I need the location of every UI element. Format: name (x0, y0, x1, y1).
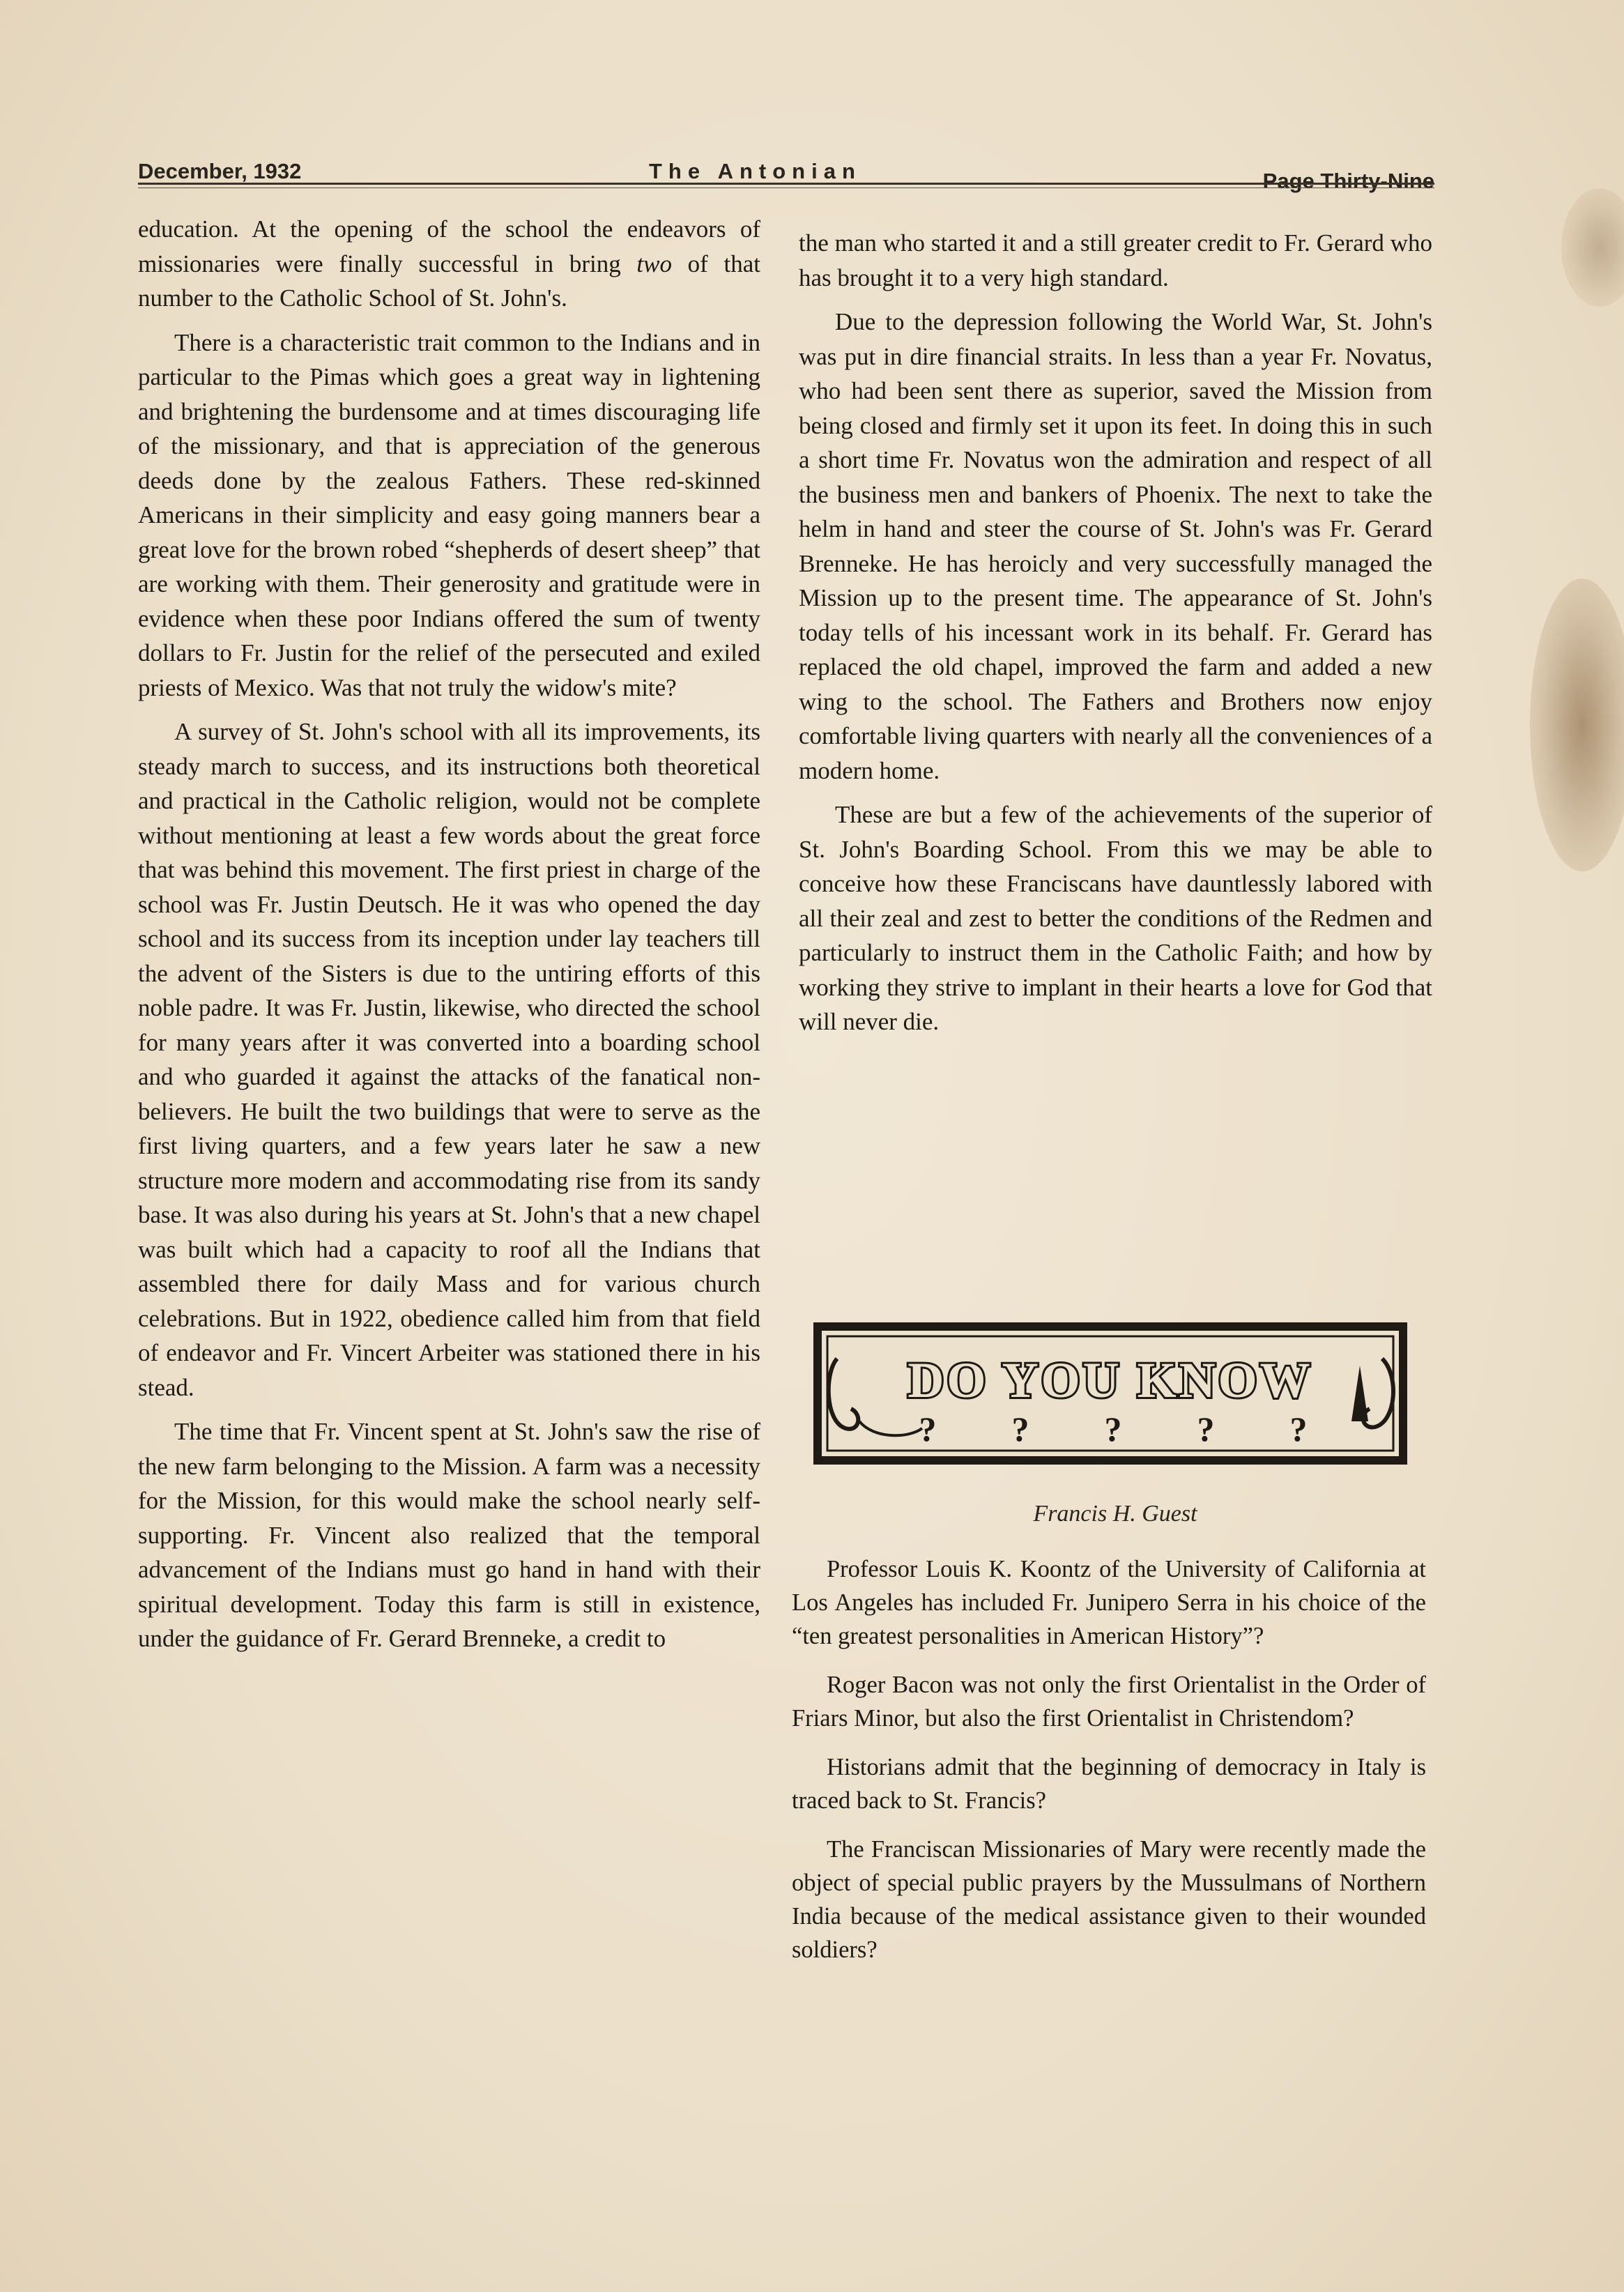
fact-item: Historians admit that the beginning of democracy in Italy is traced back to St. Francis? (792, 1754, 1426, 1814)
header-rule (138, 183, 1434, 185)
paragraph-text: of that number to the Catholic School of St. John's. (138, 250, 761, 312)
water-stain (1530, 579, 1624, 871)
issue-date: December, 1932 (138, 159, 302, 183)
do-you-know-column (792, 1552, 1426, 1982)
paragraph: A survey of St. John's school with all its improvements, its steady march to success, and its instructions both theoretical and practical in the Catholic religion, would not be complete without mentioning at least a few words about the great force that was behind this movement. The first priest in charge of the school was Fr. Justin Deutsch. He it was who opened the day school and its success from its inception under lay teachers till the advent of the Sisters is due to the untiring efforts of this noble padre. It was Fr. Justin, likewise, who directed the school for many years after it was converted into a boarding school and who guarded it against the attacks of the fanatical non-believers. He built the two buildings that were to serve as the first living quarters, and a few years later he saw a new structure more modern and accommodating rise from its sandy base. It was also during his years at St. John's that a new chapel was built which had a capacity to roof all the Indians that assembled there for daily Mass and for various church celebrations. But in 1922, obedience called him from that field of endeavor and Fr. Vincert Arbeiter was stationed there in his stead. (138, 718, 760, 1401)
paragraph: the man who started it and a still greater credit to Fr. Gerard who has brought it to a very high standard. (799, 229, 1432, 291)
question-mark: ? (919, 1409, 937, 1449)
running-header (138, 155, 1434, 192)
publication-title: The Antonian (649, 159, 861, 183)
fact-item: Roger Bacon was not only the first Orientalist in the Order of Friars Minor, but also the first Orientalist in Christendom? (792, 1672, 1426, 1732)
fact-item: Professor Louis K. Koontz of the University of California at Los Angeles has included Fr. Junipero Serra in his choice of the “ten greatest personalities in American History”? (792, 1556, 1426, 1649)
emphasis-text: two (636, 250, 672, 277)
left-column (138, 212, 760, 1666)
banner-title: DO YOU KNOW (907, 1352, 1313, 1408)
right-column (799, 226, 1432, 1049)
paragraph: The time that Fr. Vincent spent at St. John's saw the rise of the new farm belonging to the Mission. A farm was a necessity for the Mission, for this would make the school nearly self-supporting. Fr. Vincent also realized that the temporal advancement of the Indians must go hand in hand with their spiritual development. Today this farm is still in existence, under the guidance of Fr. Gerard Brenneke, a credit to (138, 1418, 760, 1652)
question-mark: ? (1197, 1409, 1215, 1449)
paragraph: These are but a few of the achievements of the superior of St. John's Boarding School. From this we may be able to conceive how these Franciscans have dauntlessly labored with all their zeal and zest to better the conditions of the Redmen and particularly to instruct them in the Catholic Faith; and how by working they strive to implant in their hearts a love for God that will never die. (799, 801, 1432, 1035)
do-you-know-banner (811, 1317, 1410, 1470)
paragraph-text: education. At the opening of the school the endeavors of missionaries were finally successful in bring (138, 215, 760, 277)
byline: Francis H. Guest (1033, 1501, 1197, 1527)
fact-item: The Franciscan Missionaries of Mary were recently made the object of special public prayers by the Mussulmans of Northern India because of the medical assistance given to their wounded soldiers? (792, 1836, 1426, 1963)
question-mark: ? (1289, 1409, 1308, 1449)
question-mark: ? (1104, 1409, 1122, 1449)
question-mark: ? (1011, 1409, 1029, 1449)
water-stain (1561, 188, 1624, 307)
page-number: Page Thirty-Nine (1262, 169, 1434, 193)
paragraph: There is a characteristic trait common to the Indians and in particular to the Pimas which goes a great way in lightening and brightening the burdensome and at times discouraging life of the missionary, and that is appreciation of the generous deeds done by the zealous Fathers. These red-skinned Americans in their simplicity and easy going manners bear a great love for the brown robed “shepherds of desert sheep” that are working with them. Their generosity and gratitude were in evidence when these poor Indians offered the sum of twenty dollars to Fr. Justin for the relief of the persecuted and exiled priests of Mexico. Was that not truly the widow's mite? (138, 328, 760, 701)
paragraph: Due to the depression following the World War, St. John's was put in dire financial straits. In less than a year Fr. Novatus, who had been sent there as superior, saved the Mission from being closed and firmly set it upon its feet. In doing this in such a short time Fr. Novatus won the admiration and respect of all the business men and bankers of Phoenix. The next to take the helm in hand and steer the course of St. John's was Fr. Gerard Brenneke. He has heroicly and very successfully managed the Mission up to the present time. The appearance of St. John's today tells of his incessant work in its behalf. Fr. Gerard has replaced the old chapel, improved the farm and added a new wing to the school. The Fathers and Brothers now enjoy comfortable living quarters with nearly all the conveniences of a modern home. (799, 308, 1432, 784)
paragraph (138, 212, 760, 316)
